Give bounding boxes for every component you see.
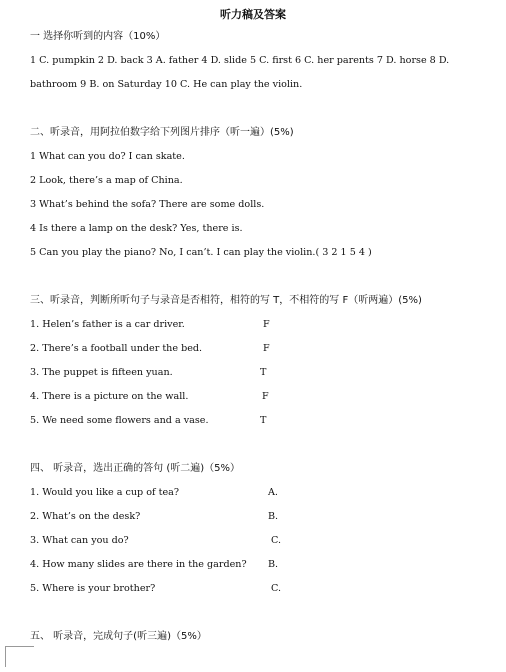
section-5-heading: 五、 听录音，完成句子(听三遍)（5%） (30, 631, 207, 642)
section-1-heading: 一 选择你听到的内容（10%） (30, 31, 166, 42)
section-4-question: 3. What can you do? (30, 535, 129, 546)
section-3-answer: F (263, 319, 270, 330)
section-4-answer: B. (268, 511, 279, 522)
section-4-answer: C. (271, 583, 282, 594)
section-3-heading: 三、听录音，判断所听句子与录音是否相符，相符的写 T，不相符的写 F（听两遍）(5%) (30, 295, 422, 306)
section-3-answer: T (260, 367, 267, 378)
section-1-answers-line-2: bathroom 9 B. on Saturday 10 C. He can play the violin. (30, 79, 303, 90)
section-2-item: 5 Can you play the piano? No, I can’t. I can play the violin.( 3 2 1 5 4 ) (30, 247, 372, 258)
section-2-item: 4 Is there a lamp on the desk? Yes, there is. (30, 223, 243, 234)
section-3-answer: F (263, 343, 270, 354)
section-4-answer: B. (268, 559, 279, 570)
section-2-item: 3 What’s behind the sofa? There are some dolls. (30, 199, 265, 210)
section-4-question: 5. Where is your brother? (30, 583, 156, 594)
section-2-heading: 二、听录音，用阿拉伯数字给下列图片排序（听一遍）(5%) (30, 127, 294, 138)
section-2-item: 1 What can you do? I can skate. (30, 151, 185, 162)
page-corner-mark (5, 646, 34, 667)
section-4-answer: C. (271, 535, 282, 546)
page-title: 听力稿及答案 (220, 8, 286, 21)
section-4-heading: 四、 听录音，选出正确的答句 (听二遍)（5%） (30, 463, 241, 474)
section-1-answers-line-1: 1 C. pumpkin 2 D. back 3 A. father 4 D. slide 5 C. first 6 C. her parents 7 D. horse 8 D. (30, 55, 450, 66)
section-2-item: 2 Look, there’s a map of China. (30, 175, 183, 186)
section-3-answer: T (260, 415, 267, 426)
section-3-answer: F (262, 391, 269, 402)
section-4-answer: A. (268, 487, 278, 498)
section-4-question: 1. Would you like a cup of tea? (30, 487, 180, 498)
section-3-question: 5. We need some flowers and a vase. (30, 415, 209, 426)
section-3-question: 3. The puppet is fifteen yuan. (30, 367, 173, 378)
section-3-question: 2. There’s a football under the bed. (30, 343, 203, 354)
section-3-question: 4. There is a picture on the wall. (30, 391, 189, 402)
section-4-question: 2. What’s on the desk? (30, 511, 141, 522)
section-4-question: 4. How many slides are there in the garden? (30, 559, 247, 570)
section-3-question: 1. Helen’s father is a car driver. (30, 319, 185, 330)
